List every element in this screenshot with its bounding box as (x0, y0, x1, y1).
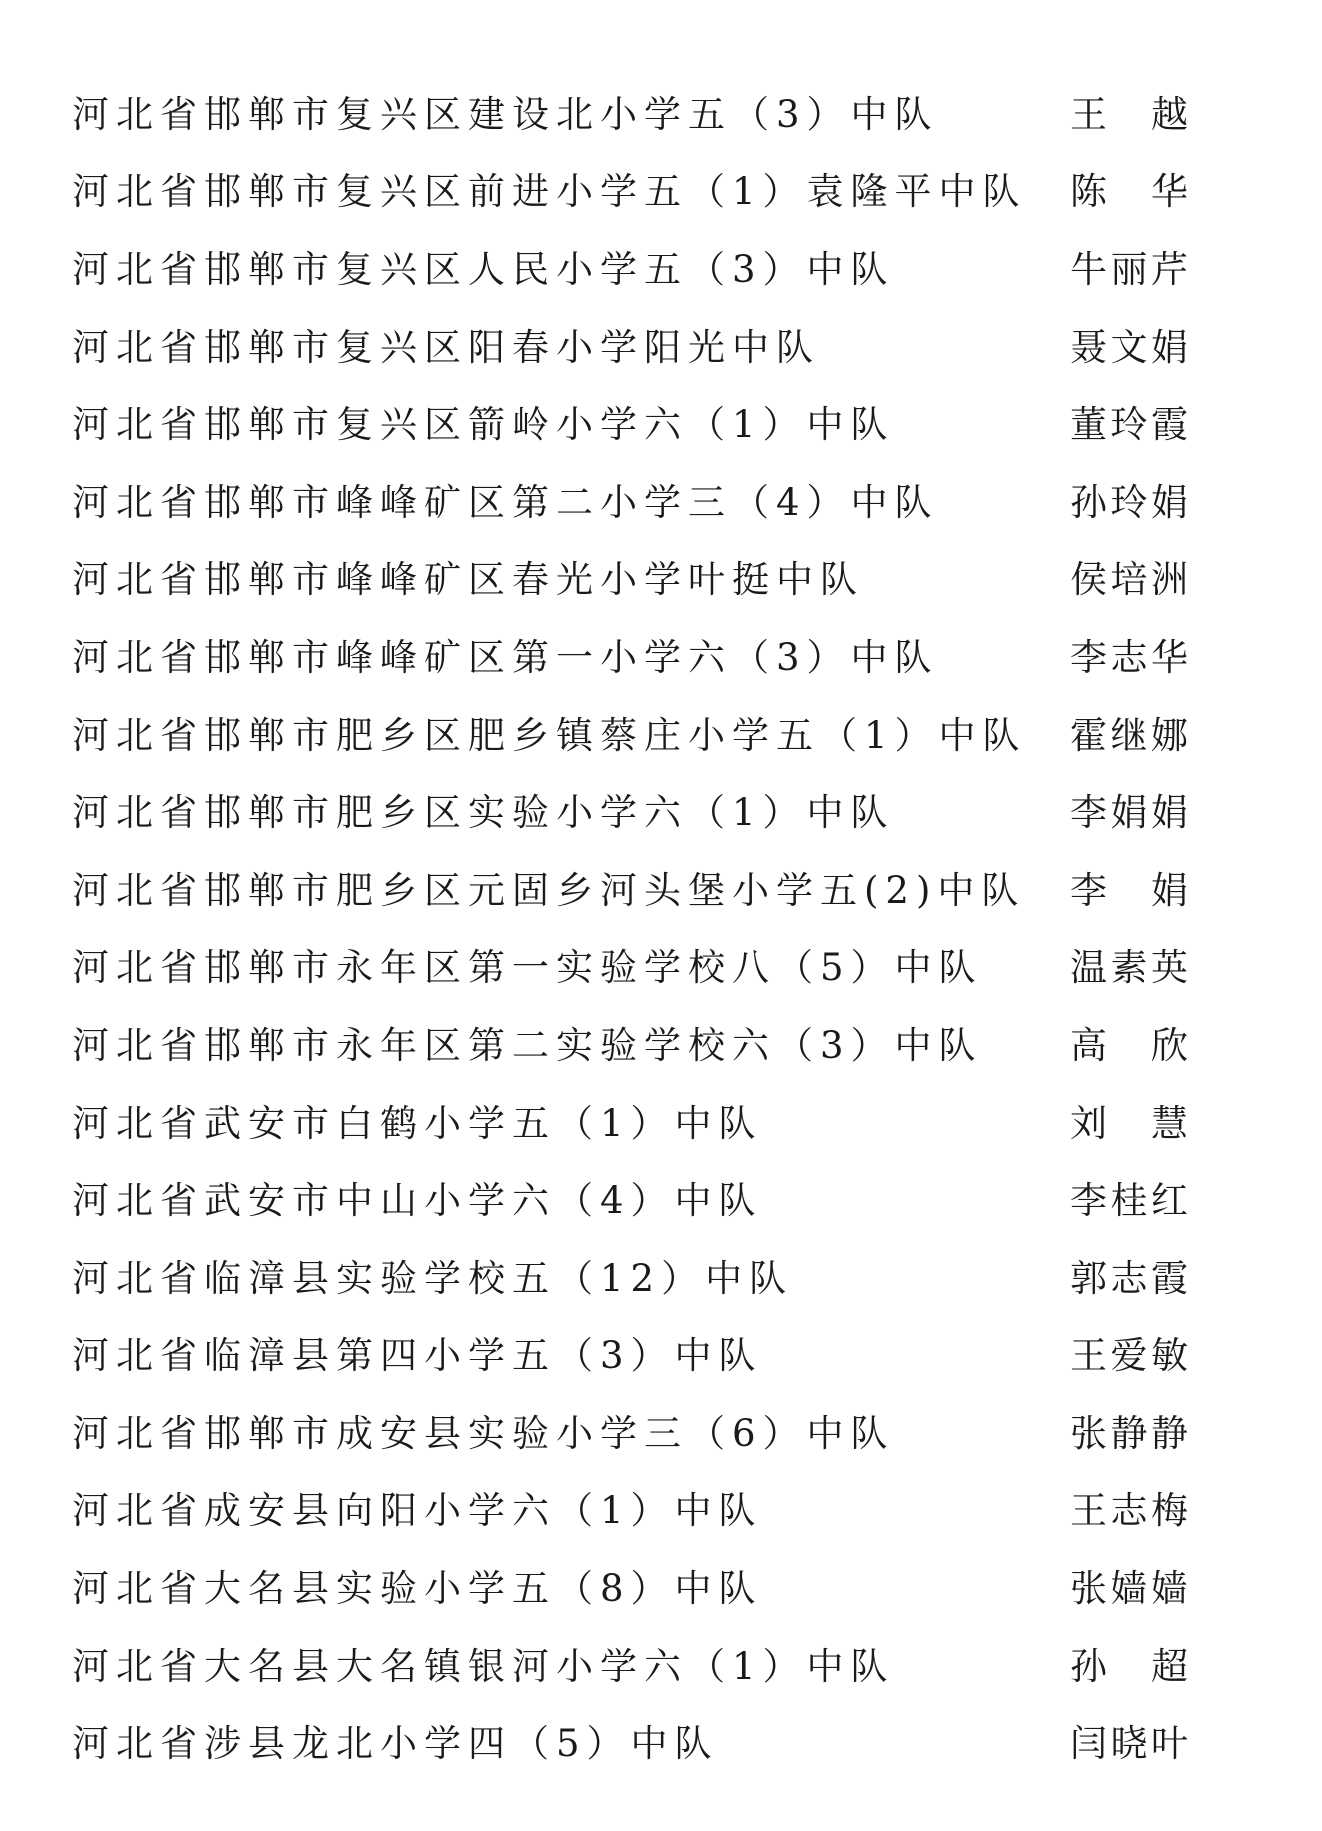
list-row (72, 1081, 1202, 1159)
unit-name: 河北省邯郸市肥乡区肥乡镇蔡庄小学五（1）中队 (72, 713, 1027, 757)
person-name: 李 志 华 (1070, 635, 1188, 679)
person-name: 孙 超 (1070, 1644, 1188, 1688)
person-name: 王 越 (1070, 92, 1188, 136)
list-row (72, 460, 1202, 538)
unit-name: 河北省大名县大名镇银河小学六（1）中队 (72, 1644, 895, 1688)
person-name: 聂 文 娟 (1070, 325, 1188, 369)
list-row (72, 1624, 1202, 1702)
person-name: 牛 丽 芹 (1070, 247, 1188, 291)
person-name: 刘 慧 (1070, 1101, 1188, 1145)
unit-name: 河北省邯郸市峰峰矿区春光小学叶挺中队 (72, 558, 864, 602)
list-row (72, 538, 1202, 616)
list-row (72, 305, 1202, 383)
person-name: 王 爱 敏 (1070, 1334, 1188, 1378)
person-name: 孙 玲 娟 (1070, 480, 1188, 524)
list-row (72, 150, 1202, 228)
person-name: 温 素 英 (1070, 946, 1188, 990)
person-name: 霍 继 娜 (1070, 713, 1188, 757)
person-name: 张 嫱 嫱 (1070, 1567, 1188, 1611)
unit-name: 河北省邯郸市峰峰矿区第二小学三（4）中队 (72, 480, 939, 524)
list-row (72, 1546, 1202, 1624)
unit-name: 河北省邯郸市复兴区前进小学五（1）袁隆平中队 (72, 170, 1027, 214)
unit-name: 河北省武安市白鹤小学五（1）中队 (72, 1101, 763, 1145)
person-name: 陈 华 (1070, 170, 1188, 214)
list-row (72, 72, 1202, 150)
list-row (72, 382, 1202, 460)
unit-name: 河北省武安市中山小学六（4）中队 (72, 1179, 763, 1223)
list-row (72, 1314, 1202, 1392)
unit-name: 河北省临漳县实验学校五（12）中队 (72, 1256, 794, 1300)
person-name: 李 桂 红 (1070, 1179, 1188, 1223)
list-row (72, 1158, 1202, 1236)
person-name: 闫 晓 叶 (1070, 1722, 1188, 1766)
unit-name: 河北省邯郸市复兴区人民小学五（3）中队 (72, 247, 895, 291)
unit-name: 河北省临漳县第四小学五（3）中队 (72, 1334, 763, 1378)
unit-name: 河北省邯郸市永年区第二实验学校六（3）中队 (72, 1023, 983, 1067)
list-row (72, 227, 1202, 305)
list-row (72, 1701, 1202, 1779)
person-name: 高 欣 (1070, 1023, 1188, 1067)
unit-name: 河北省邯郸市复兴区建设北小学五（3）中队 (72, 92, 939, 136)
person-name: 郭 志 霞 (1070, 1256, 1188, 1300)
list-row (72, 1236, 1202, 1314)
unit-name: 河北省邯郸市复兴区箭岭小学六（1）中队 (72, 403, 895, 447)
person-name: 李 娟 娟 (1070, 791, 1188, 835)
list-row (72, 693, 1202, 771)
list-row (72, 1003, 1202, 1081)
unit-name: 河北省大名县实验小学五（8）中队 (72, 1567, 763, 1611)
unit-name: 河北省邯郸市永年区第一实验学校八（5）中队 (72, 946, 983, 990)
list-row (72, 1469, 1202, 1547)
list-row (72, 1391, 1202, 1469)
unit-name: 河北省邯郸市肥乡区实验小学六（1）中队 (72, 791, 895, 835)
list-row (72, 615, 1202, 693)
person-name: 侯 培 洲 (1070, 558, 1188, 602)
unit-name: 河北省邯郸市峰峰矿区第一小学六（3）中队 (72, 635, 939, 679)
unit-name: 河北省成安县向阳小学六（1）中队 (72, 1489, 763, 1533)
unit-name: 河北省邯郸市复兴区阳春小学阳光中队 (72, 325, 820, 369)
person-name: 王 志 梅 (1070, 1489, 1188, 1533)
list-row (72, 770, 1202, 848)
person-name: 张 静 静 (1070, 1411, 1188, 1455)
list-row (72, 926, 1202, 1004)
unit-name: 河北省邯郸市肥乡区元固乡河头堡小学五(2)中队 (72, 868, 1026, 912)
unit-name: 河北省涉县龙北小学四（5）中队 (72, 1722, 719, 1766)
unit-name: 河北省邯郸市成安县实验小学三（6）中队 (72, 1411, 895, 1455)
award-list (72, 72, 1202, 1779)
person-name: 董 玲 霞 (1070, 403, 1188, 447)
list-row (72, 848, 1202, 926)
person-name: 李 娟 (1070, 868, 1188, 912)
